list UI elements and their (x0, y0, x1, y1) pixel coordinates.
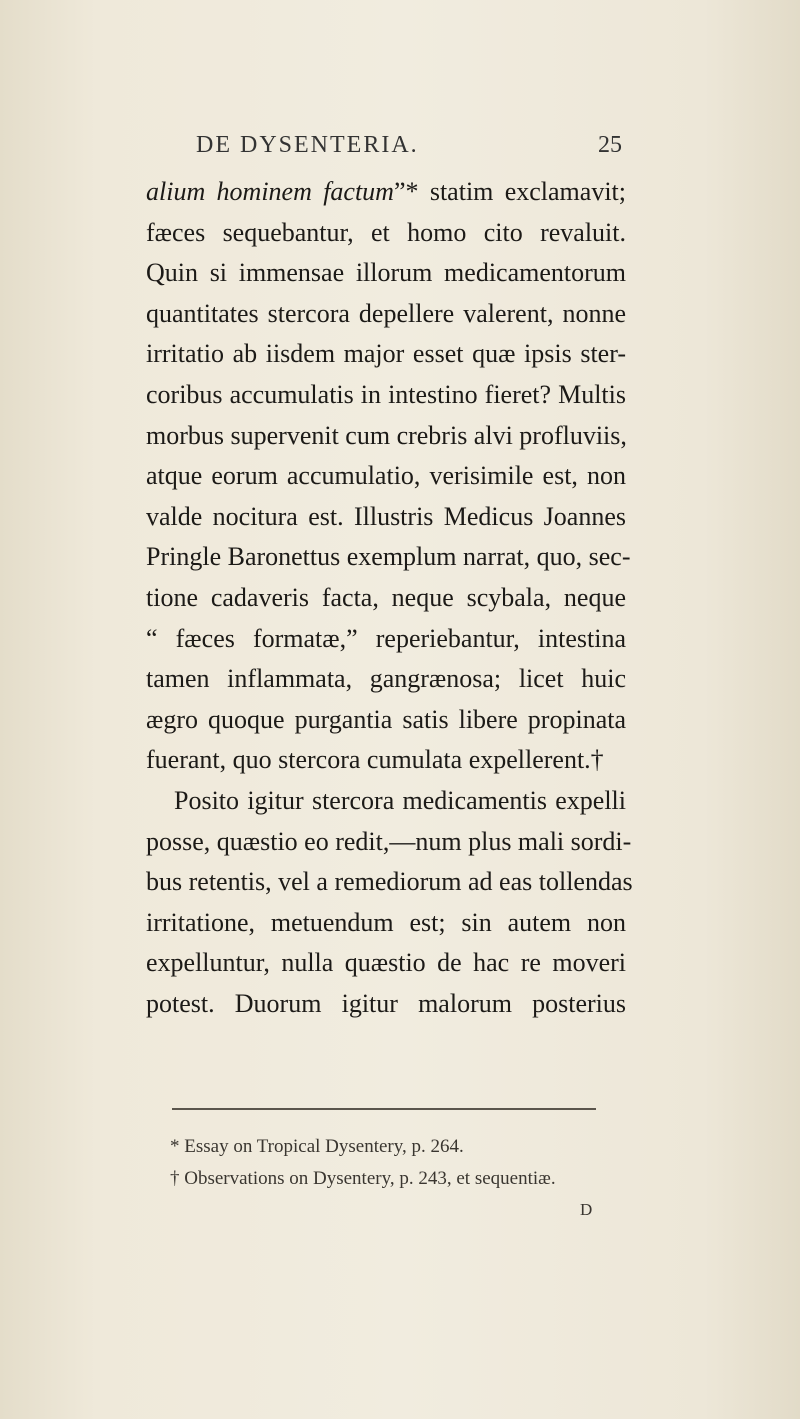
text-line: quantitates stercora depellere valerent, nonne (146, 298, 626, 328)
text-line: bus retentis, vel a remediorum ad eas tollendas (146, 867, 633, 897)
signature-mark: D (580, 1200, 593, 1219)
text-line: ægro quoque purgantia satis libere propinata (146, 704, 626, 734)
footnote: † Observations on Dysentery, p. 243, et sequentiæ. (170, 1168, 556, 1189)
text-line: Posito igitur stercora medicamentis expelli (174, 785, 626, 815)
text-line (146, 172, 626, 213)
text-span: ”* statim exclamavit; (393, 177, 626, 206)
text-line: posse, quæstio eo redit,—num plus mali sordi- (146, 826, 632, 856)
body-text (146, 172, 633, 1024)
text-line: “ fæces formatæ,” reperiebantur, intestina (146, 623, 626, 653)
text-line: tamen inflammata, gangrænosa; licet huic (146, 664, 626, 694)
running-title: DE DYSENTERIA. (196, 132, 419, 158)
page-number: 25 (598, 132, 622, 158)
text-line: Quin si immensae illorum medicamentorum (146, 258, 626, 288)
text-line: tione cadaveris facta, neque scybala, neque (146, 582, 626, 612)
text-line: fuerant, quo stercora cumulata expellerent.† (146, 745, 604, 775)
footnote-rule (172, 1108, 596, 1110)
text-line: expelluntur, nulla quæstio de hac re moveri (146, 948, 626, 978)
text-line: irritatione, metuendum est; sin autem non (146, 907, 626, 937)
text-line: irritatio ab iisdem major esset quæ ipsis ster- (146, 339, 626, 369)
italic-phrase: alium hominem factum (146, 177, 394, 206)
text-line: coribus accumulatis in intestino fieret? Multis (146, 379, 626, 409)
text-line: valde nocitura est. Illustris Medicus Joannes (146, 501, 626, 531)
footnote: * Essay on Tropical Dysentery, p. 264. (170, 1136, 464, 1157)
running-head (0, 132, 800, 172)
text-line: fæces sequebantur, et homo cito revaluit. (146, 217, 626, 247)
text-line: potest. Duorum igitur malorum posterius (146, 988, 626, 1018)
text-line: morbus supervenit cum crebris alvi profluviis, (146, 420, 627, 450)
text-line: Pringle Baronettus exemplum narrat, quo, sec- (146, 542, 631, 572)
text-line: atque eorum accumulatio, verisimile est, non (146, 461, 626, 491)
